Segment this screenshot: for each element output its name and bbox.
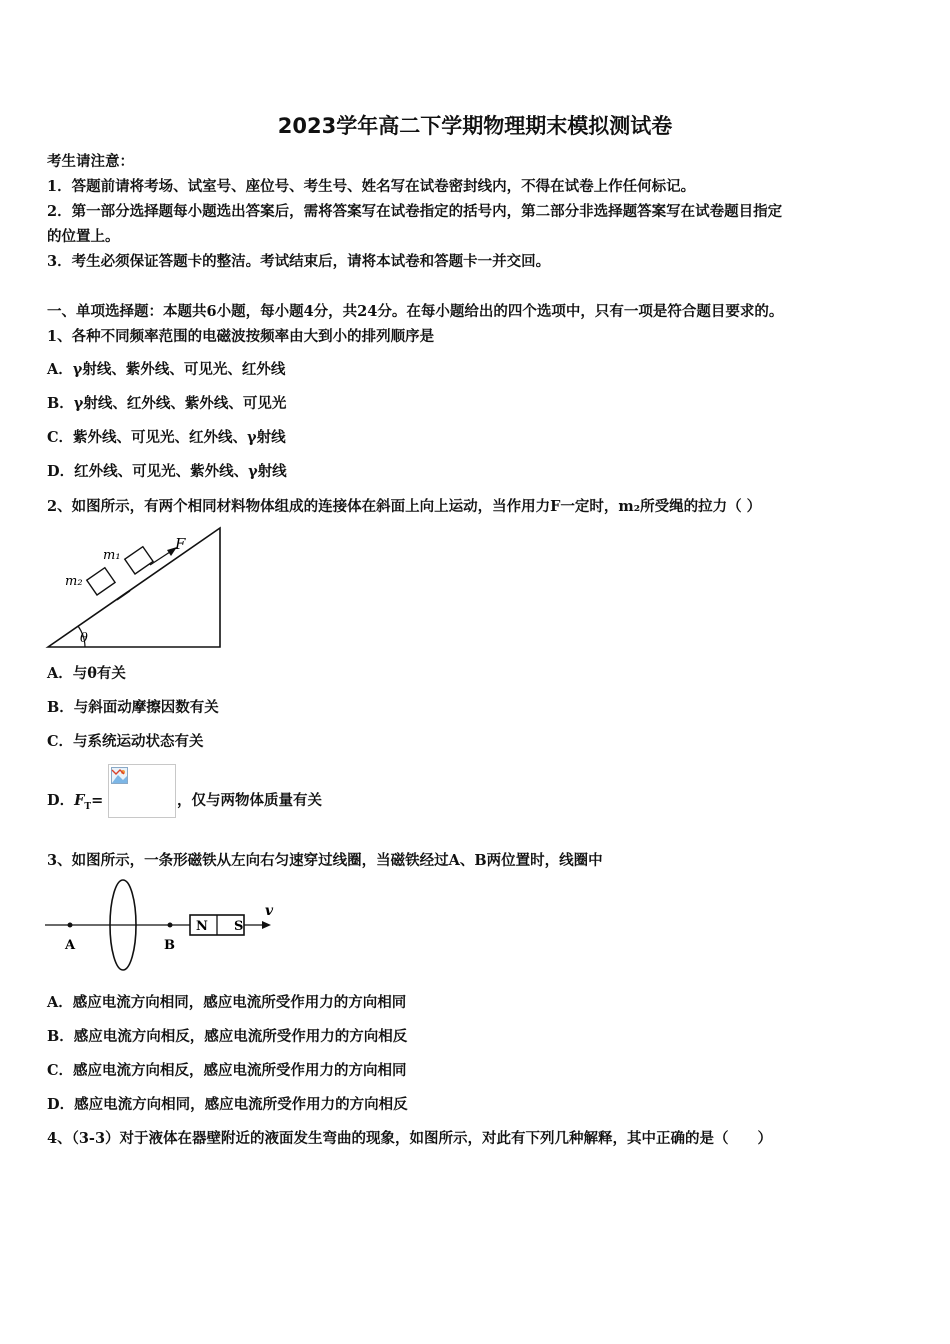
notice-item-2-cont: 的位置上。 (47, 228, 120, 245)
m1-label: m₁ (103, 548, 121, 563)
q1-stem: 1、各种不同频率范围的电磁波按频率由大到小的排列顺序是 (47, 328, 435, 345)
north-pole-label: N (196, 919, 208, 934)
ft-subscript: T (84, 801, 92, 812)
section-heading: 一、单项选择题：本题共6小题，每小题4分，共24分。在每小题给出的四个选项中，只有一项是符合题目要求的。 (47, 303, 784, 320)
q2-option-b: B．与斜面动摩擦因数有关 (47, 699, 219, 716)
q3-stem: 3、如图所示，一条形磁铁从左向右匀速穿过线圈，当磁铁经过A、B两位置时，线圈中 (47, 852, 603, 869)
q2-option-a: A．与θ有关 (47, 665, 126, 682)
magnet-coil-figure (45, 875, 280, 975)
block-m2 (87, 568, 115, 595)
broken-image-icon (111, 767, 131, 785)
q2-option-d (47, 791, 103, 817)
point-a-dot (68, 923, 73, 928)
q3-option-b: B．感应电流方向相反，感应电流所受作用力的方向相反 (47, 1028, 408, 1045)
block-m1 (125, 547, 153, 574)
notice-item-3: 3．考生必须保证答题卡的整洁。考试结束后，请将本试卷和答题卡一并交回。 (47, 253, 551, 270)
rope (117, 591, 130, 600)
q3-option-a: A．感应电流方向相同，感应电流所受作用力的方向相同 (47, 994, 407, 1011)
m2-label: m₂ (65, 574, 83, 589)
q2-stem: 2、如图所示，有两个相同材料物体组成的连接体在斜面上向上运动，当作用力F一定时，m₂所受绳的拉力（ ） (47, 498, 762, 515)
point-a-label: A (65, 938, 76, 953)
q1-option-b: B．γ射线、红外线、紫外线、可见光 (47, 395, 287, 412)
q2-option-d-suffix: ，仅与两物体质量有关 (177, 792, 322, 809)
broken-formula-image (108, 764, 176, 818)
notice-heading: 考生请注意： (47, 153, 134, 170)
q1-option-d: D．红外线、可见光、紫外线、γ射线 (47, 463, 287, 480)
angle-label: θ (80, 631, 88, 646)
q3-option-d: D．感应电流方向相同，感应电流所受作用力的方向相反 (47, 1096, 408, 1113)
point-b-dot (168, 923, 173, 928)
q2-option-c: C．与系统运动状态有关 (47, 733, 204, 750)
q1-option-c: C．紫外线、可见光、红外线、γ射线 (47, 429, 286, 446)
q3-option-c: C．感应电流方向相反，感应电流所受作用力的方向相同 (47, 1062, 407, 1079)
q4-stem: 4、（3-3）对于液体在器壁附近的液面发生弯曲的现象，如图所示，对此有下列几种解释，其中正确的是（ ） (47, 1130, 773, 1147)
q1-option-a: A．γ射线、紫外线、可见光、红外线 (47, 361, 286, 378)
velocity-arrowhead (262, 921, 271, 929)
force-label: F (175, 535, 186, 553)
equals-sign: = (91, 792, 104, 809)
q2-option-d-prefix: D． (47, 792, 75, 809)
ft-symbol: F (74, 792, 85, 809)
south-pole-label: S (234, 919, 244, 934)
velocity-label: v (265, 903, 274, 919)
point-b-label: B (164, 938, 175, 953)
notice-item-2: 2．第一部分选择题每小题选出答案后，需将答案写在试卷指定的括号内，第二部分非选择题答案写在试卷题目指定 (47, 203, 783, 220)
page-title: 2023学年高二下学期物理期末模拟测试卷 (277, 114, 673, 138)
incline-figure (45, 525, 230, 650)
notice-item-1: 1．答题前请将考场、试室号、座位号、考生号、姓名写在试卷密封线内，不得在试卷上作任何标记。 (47, 178, 696, 195)
